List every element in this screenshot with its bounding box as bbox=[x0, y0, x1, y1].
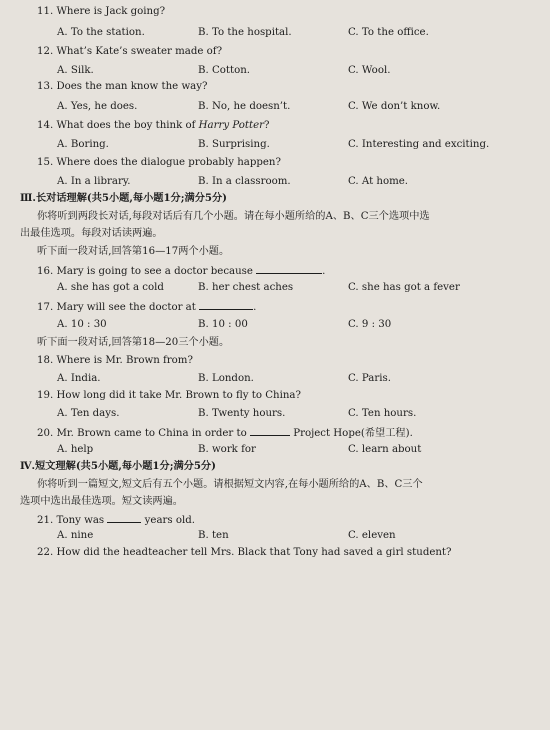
question-18-stem: 18. Where is Mr. Brown from? bbox=[37, 355, 193, 366]
question-11-stem: 11. Where is Jack going? bbox=[37, 6, 166, 17]
question-mark: ? bbox=[264, 120, 270, 131]
option-a: A. India. bbox=[57, 373, 101, 384]
option-b: B. her chest aches bbox=[198, 282, 294, 293]
option-b: B. No, he doesn’t. bbox=[198, 101, 291, 112]
option-b: B. London. bbox=[198, 373, 254, 384]
option-b: B. Cotton. bbox=[198, 65, 251, 76]
option-a: A. To the station. bbox=[57, 27, 145, 38]
option-c: C. learn about bbox=[348, 444, 422, 455]
option-b: B. In a classroom. bbox=[198, 176, 291, 187]
option-a: A. help bbox=[57, 444, 94, 455]
question-21-text: 21. Tony was bbox=[37, 515, 105, 526]
option-a: A. In a library. bbox=[57, 176, 131, 187]
option-a: A. she has got a cold bbox=[57, 282, 164, 293]
question-16-stem: 16. Mary is going to see a doctor because . bbox=[37, 261, 325, 278]
section-3-instruction-1: 你将听到两段长对话,每段对话后有几个小题。请在每小题所给的A、B、C三个选项中选 bbox=[37, 211, 430, 222]
question-14-text: 14. What does the boy think of bbox=[37, 120, 196, 131]
option-a: A. Silk. bbox=[57, 65, 94, 76]
book-title: Harry Potter bbox=[198, 120, 264, 131]
section-4-instruction-2: 选项中选出最佳选项。短文读两遍。 bbox=[20, 496, 183, 507]
option-a: A. Boring. bbox=[57, 139, 109, 150]
question-19-stem: 19. How long did it take Mr. Brown to fly to China? bbox=[37, 390, 301, 401]
section-3-instruction-2: 出最佳选项。每段对话读两遍。 bbox=[20, 228, 163, 239]
option-b: B. Surprising. bbox=[198, 139, 270, 150]
section-3-instruction-3: 听下面一段对话,回答第16—17两个小题。 bbox=[37, 246, 230, 257]
option-a: A. nine bbox=[57, 530, 94, 541]
question-12-stem: 12. What’s Kate’s sweater made of? bbox=[37, 46, 223, 57]
option-c: C. eleven bbox=[348, 530, 396, 541]
option-a: A. 10 : 30 bbox=[57, 319, 107, 330]
section-3-instruction-4: 听下面一段对话,回答第18—20三个小题。 bbox=[37, 337, 230, 348]
option-c: C. Ten hours. bbox=[348, 408, 417, 419]
option-b: B. To the hospital. bbox=[198, 27, 292, 38]
question-16-text: 16. Mary is going to see a doctor because bbox=[37, 266, 253, 277]
section-3-heading: Ⅲ.长对话理解(共5小题,每小题1分;满分5分) bbox=[20, 192, 227, 204]
option-a: A. Ten days. bbox=[57, 408, 120, 419]
option-b: B. 10 : 00 bbox=[198, 319, 248, 330]
option-c: C. Wool. bbox=[348, 65, 391, 76]
question-15-stem: 15. Where does the dialogue probably happen? bbox=[37, 157, 281, 168]
option-c: C. We don’t know. bbox=[348, 101, 441, 112]
question-21-text-end: years old. bbox=[144, 515, 196, 526]
option-c: C. To the office. bbox=[348, 27, 429, 38]
section-4-heading: Ⅳ.短文理解(共5小题,每小题1分;满分5分) bbox=[20, 460, 216, 472]
question-17-text: 17. Mary will see the doctor at bbox=[37, 302, 196, 313]
option-b: B. work for bbox=[198, 444, 256, 455]
question-20-text: 20. Mr. Brown came to China in order to bbox=[37, 428, 247, 439]
question-17-stem: 17. Mary will see the doctor at . bbox=[37, 297, 256, 314]
option-c: C. At home. bbox=[348, 176, 409, 187]
option-c: C. she has got a fever bbox=[348, 282, 460, 293]
option-c: C. 9 : 30 bbox=[348, 319, 392, 330]
question-13-stem: 13. Does the man know the way? bbox=[37, 81, 208, 92]
section-4-instruction-1: 你将听到一篇短文,短文后有五个小题。请根据短文内容,在每小题所给的A、B、C三个 bbox=[37, 479, 423, 490]
option-b: B. ten bbox=[198, 530, 229, 541]
option-c: C. Interesting and exciting. bbox=[348, 139, 490, 150]
question-22-stem: 22. How did the headteacher tell Mrs. Black that Tony had saved a girl student? bbox=[37, 547, 452, 558]
option-a: A. Yes, he does. bbox=[57, 101, 138, 112]
option-b: B. Twenty hours. bbox=[198, 408, 286, 419]
option-c: C. Paris. bbox=[348, 373, 391, 384]
question-20-text-end: Project Hope(希望工程). bbox=[293, 428, 413, 439]
